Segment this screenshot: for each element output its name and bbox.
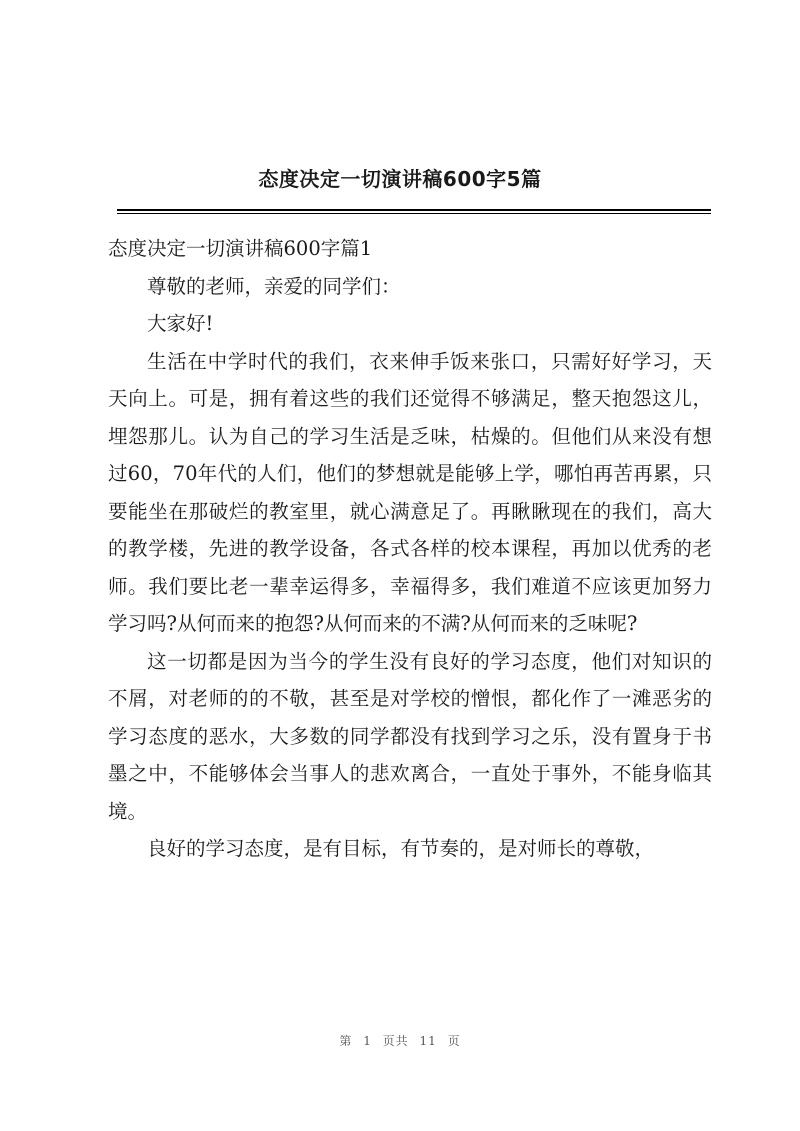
paragraph-body-1: 生活在中学时代的我们，衣来伸手饭来张口，只需好好学习，天天向上。可是，拥有着这些的我们还觉得不够满足，整天抱怨这儿，埋怨那儿。认为自己的学习生活是乏味，枯燥的。但他们从来没有想过60，70年代的人们，他们的梦想就是能够上学，哪怕再苦再累，只要能坐在那破烂的教室里，就心满意足了。再瞅瞅现在的我们，高大的教学楼，先进的教学设备，各式各样的校本课程，再加以优秀的老师。我们要比老一辈幸运得多，幸福得多，我们难道不应该更加努力学习吗?从何而来的抱怨?从何而来的不满?从何而来的乏味呢?	[108, 349, 712, 635]
paragraph-greeting: 大家好!	[147, 312, 214, 335]
paragraph-body-2: 这一切都是因为当今的学生没有良好的学习态度，他们对知识的不屑，对老师的的不敬，甚至是对学校的憎恨，都化作了一滩恶劣的学习态度的恶水，大多数的同学都没有找到学习之乐，没有置身于书墨之中，不能够体会当事人的悲欢离合，一直处于事外，不能身临其境。	[108, 649, 712, 823]
paragraph-salutation: 尊敬的老师，亲爱的同学们：	[147, 274, 401, 298]
document-title: 态度决定一切演讲稿600字5篇	[258, 167, 542, 191]
title-rule-thick	[117, 209, 711, 211]
page-footer: 第 1 页共 11 页	[339, 1034, 461, 1048]
paragraph-body-3: 良好的学习态度，是有目标，有节奏的，是对师长的尊敬，	[147, 837, 655, 860]
title-rule-thin	[117, 213, 711, 214]
section-heading: 态度决定一切演讲稿600字篇1	[108, 237, 373, 260]
document-body	[108, 230, 712, 868]
